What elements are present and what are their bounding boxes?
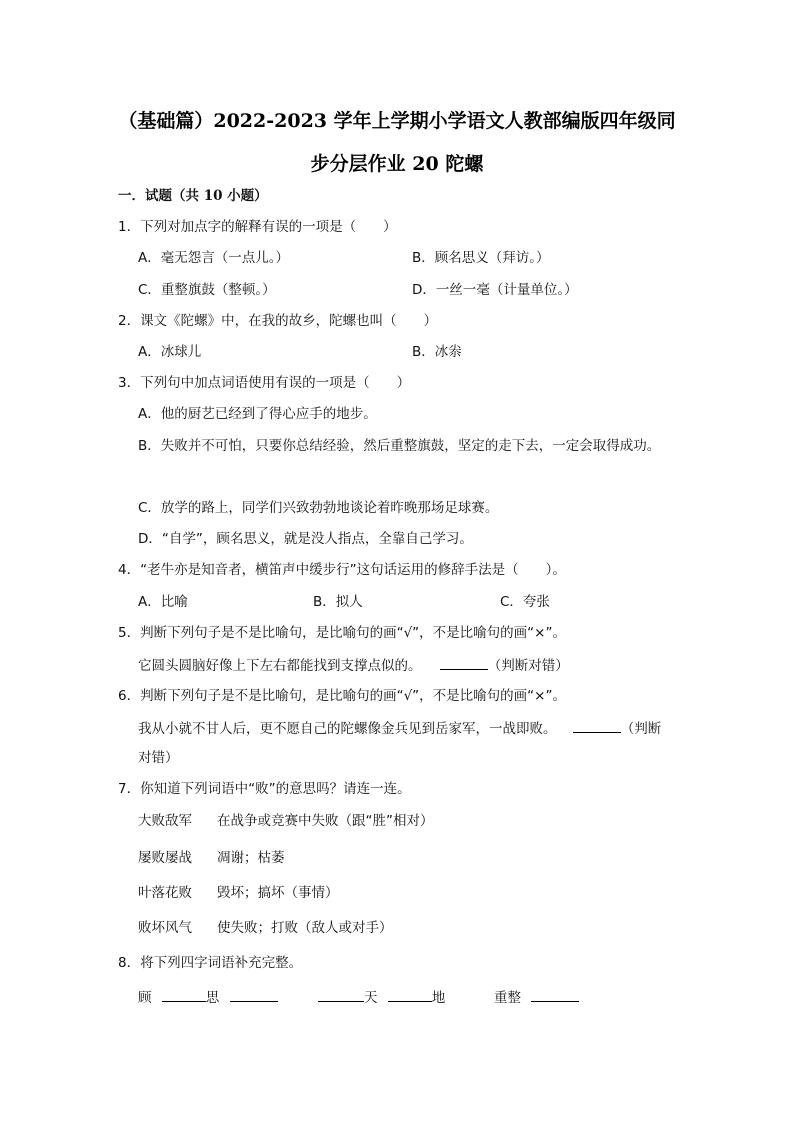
idiom-2-blank-2[interactable] — [388, 987, 432, 1002]
question-7-word-1: 大败敌军 — [138, 813, 192, 829]
question-5-answer-blank[interactable] — [440, 655, 488, 670]
idiom-2-char-2: 地 — [431, 990, 446, 1006]
question-1-option-b: B．顾名思义（拜访。） — [412, 250, 550, 266]
question-7-meaning-2: 凋谢；枯萎 — [217, 850, 285, 866]
question-5-sentence-line — [138, 655, 569, 675]
question-6-sentence: 我从小就不甘人后，更不愿自己的陀螺像金兵见到岳家军，一战即败。 — [138, 721, 557, 737]
question-2-stem: 2．课文《陀螺》中，在我的故乡，陀螺也叫（ ） — [118, 313, 438, 329]
question-8-idiom-2 — [318, 987, 445, 1007]
idiom-3-blank[interactable] — [531, 987, 579, 1002]
question-2-option-b: B．冰尜 — [412, 344, 462, 360]
question-1-option-a: A．毫无怨言（一点儿。） — [138, 250, 289, 266]
idiom-2-char-1: 天 — [364, 990, 378, 1006]
idiom-2-blank-1[interactable] — [318, 987, 364, 1002]
question-8-idiom-3 — [494, 987, 579, 1007]
question-6-answer-blank[interactable] — [573, 718, 621, 733]
question-7-meaning-4: 使失败；打败（敌人或对手） — [217, 920, 393, 936]
question-8-stem: 8．将下列四字词语补充完整。 — [118, 955, 303, 971]
question-4-option-b: B．拟人 — [313, 594, 363, 610]
question-7-word-2: 屡败屡战 — [138, 850, 192, 866]
question-1-stem: 1．下列对加点字的解释有误的一项是（ ） — [118, 219, 397, 235]
question-4-stem: 4．“老牛亦是知音者，横笛声中缓步行”这句话运用的修辞手法是（ ）。 — [118, 562, 566, 578]
question-6-suffix-continued: 对错） — [138, 750, 179, 766]
question-3-option-b: B．失败并不可怕，只要你总结经验，然后重整旗鼓，坚定的走下去，一定会取得成功。 — [138, 438, 661, 454]
question-5-stem: 5．判断下列句子是不是比喻句，是比喻句的画“√”，不是比喻句的画“×”。 — [118, 625, 566, 641]
question-4-option-a: A．比喻 — [138, 594, 188, 610]
document-title-line-1: （基础篇）2022-2023 学年上学期小学语文人教部编版四年级同 — [118, 110, 676, 132]
question-3-stem: 3．下列句中加点词语使用有误的一项是（ ） — [118, 375, 411, 391]
question-7-meaning-3: 毁坏；搞坏（事情） — [217, 885, 339, 901]
question-3-option-a: A．他的厨艺已经到了得心应手的地步。 — [138, 406, 377, 422]
idiom-1-char-2: 思 — [205, 990, 220, 1006]
question-1-option-d: D．一丝一毫（计量单位。） — [412, 282, 578, 298]
question-7-word-3: 叶落花败 — [138, 885, 192, 901]
question-8-idiom-1 — [138, 987, 278, 1007]
question-6-suffix: （判断 — [620, 721, 662, 737]
idiom-3-chars: 重整 — [494, 990, 521, 1006]
question-3-option-d: D．“自学”，顾名思义，就是没人指点，全靠自己学习。 — [138, 531, 473, 547]
section-heading: 一．试题（共 10 小题） — [118, 188, 268, 204]
idiom-1-char-1: 顾 — [138, 990, 152, 1006]
question-6-stem: 6．判断下列句子是不是比喻句，是比喻句的画“√”，不是比喻句的画“×”。 — [118, 688, 566, 704]
question-2-option-a: A．冰球儿 — [138, 344, 202, 360]
question-7-word-4: 败坏风气 — [138, 920, 192, 936]
question-7-meaning-1: 在战争或竞赛中失败（跟“胜”相对） — [217, 813, 434, 829]
question-4-option-c: C．夸张 — [500, 594, 550, 610]
question-3-option-c: C．放学的路上，同学们兴致勃勃地谈论着昨晚那场足球赛。 — [138, 500, 499, 516]
document-title-line-2: 步分层作业 20 陀螺 — [310, 153, 484, 175]
question-5-sentence: 它圆头圆脑好像上下左右都能找到支撑点似的。 — [138, 658, 422, 674]
idiom-1-blank-1[interactable] — [162, 987, 206, 1002]
question-1-option-c: C．重整旗鼓（整顿。） — [138, 282, 276, 298]
idiom-1-blank-2[interactable] — [230, 987, 278, 1002]
question-6-sentence-line — [138, 718, 661, 738]
question-7-stem: 7．你知道下列词语中“败”的意思吗？请连一连。 — [118, 781, 411, 797]
question-5-suffix: （判断对错） — [487, 658, 569, 674]
